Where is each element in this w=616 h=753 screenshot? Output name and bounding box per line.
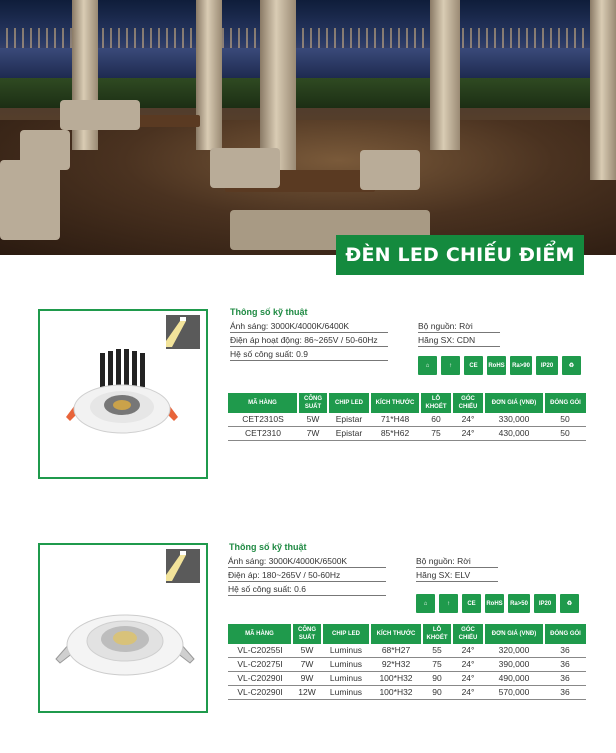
cell: Epistar — [328, 413, 370, 427]
beam-light-icon — [166, 549, 200, 583]
col-header: ĐƠN GIÁ (VNĐ) — [484, 393, 544, 413]
spec-driver: Bộ nguồn: Rời — [416, 556, 498, 568]
col-header: KÍCH THƯỚC — [370, 393, 420, 413]
cell: 85*H62 — [370, 427, 420, 441]
spec-driver: Bộ nguồn: Rời — [418, 321, 500, 333]
product-2-table — [228, 624, 586, 700]
col-header: MÃ HÀNG — [228, 624, 292, 644]
col-header: LỖ KHOÉT — [422, 624, 452, 644]
cell: 24° — [452, 672, 484, 686]
cell: 12W — [292, 686, 322, 700]
ce-icon: CE — [464, 356, 483, 375]
ra-icon: Ra>50 — [508, 594, 530, 613]
ip20-icon: IP20 — [534, 594, 556, 613]
table-row — [228, 658, 586, 672]
cell: 330,000 — [484, 413, 544, 427]
spotlight-product-1 — [58, 341, 188, 461]
specs-title: Thông số kỹ thuật — [230, 307, 308, 317]
cell: 92*H32 — [370, 658, 422, 672]
ra-icon: Ra>90 — [510, 356, 532, 375]
spec-light: Ánh sáng: 3000K/4000K/6500K — [228, 556, 386, 568]
cell: 75 — [420, 427, 452, 441]
cell: 75 — [422, 658, 452, 672]
cell: 490,000 — [484, 672, 544, 686]
cell: 36 — [544, 672, 586, 686]
cell: Luminus — [322, 686, 370, 700]
cell: 68*H27 — [370, 644, 422, 658]
cell: 7W — [292, 658, 322, 672]
spec-power-factor: Hệ số công suất: 0.9 — [230, 349, 388, 361]
cell: 36 — [544, 658, 586, 672]
cell: VL-C20290I — [228, 672, 292, 686]
cell: 24° — [452, 427, 484, 441]
cell: 100*H32 — [370, 686, 422, 700]
recycle-icon: ♻ — [560, 594, 579, 613]
cell: 430,000 — [484, 427, 544, 441]
indoor-house-icon: ⌂ — [416, 594, 435, 613]
rohs-icon: RoHS — [487, 356, 506, 375]
cell: VL-C20290I — [228, 686, 292, 700]
spec-power-factor: Hệ số công suất: 0.6 — [228, 584, 386, 596]
table-row — [228, 427, 586, 441]
col-header: GÓC CHIẾU — [452, 624, 484, 644]
col-header: ĐÓNG GÓI — [544, 624, 586, 644]
cell: 100*H32 — [370, 672, 422, 686]
spotlight-product-2 — [50, 585, 200, 695]
product-image-frame — [38, 309, 208, 479]
cell: Luminus — [322, 658, 370, 672]
cell: 90 — [422, 672, 452, 686]
table-row — [228, 413, 586, 427]
spec-voltage: Điện áp: 180~265V / 50-60Hz — [228, 570, 386, 582]
cell: Luminus — [322, 644, 370, 658]
cell: 71*H48 — [370, 413, 420, 427]
col-header: CÔNG SUẤT — [292, 624, 322, 644]
indoor-house-icon: ⌂ — [418, 356, 437, 375]
cell: 55 — [422, 644, 452, 658]
certification-icons — [416, 594, 579, 613]
cell: Epistar — [328, 427, 370, 441]
cell: 7W — [298, 427, 328, 441]
specs-title: Thông số kỹ thuật — [229, 542, 307, 552]
col-header: GÓC CHIẾU — [452, 393, 484, 413]
recycle-icon: ♻ — [562, 356, 581, 375]
cell: 24° — [452, 686, 484, 700]
col-header: KÍCH THƯỚC — [370, 624, 422, 644]
cell: 9W — [292, 672, 322, 686]
page-title: ĐÈN LED CHIẾU ĐIỂM — [336, 235, 584, 275]
cell: 90 — [422, 686, 452, 700]
table-row — [228, 672, 586, 686]
table-row — [228, 644, 586, 658]
spec-voltage: Điện áp hoạt động: 86~265V / 50-60Hz — [230, 335, 388, 347]
cell: 570,000 — [484, 686, 544, 700]
spec-light: Ánh sáng: 3000K/4000K/6400K — [230, 321, 388, 333]
col-header: CHIP LED — [322, 624, 370, 644]
cell: 5W — [298, 413, 328, 427]
cell: 60 — [420, 413, 452, 427]
cell: CET2310 — [228, 427, 298, 441]
rohs-icon: RoHS — [485, 594, 504, 613]
ip20-icon: IP20 — [536, 356, 558, 375]
up-arrow-icon: ↑ — [439, 594, 458, 613]
cell: 36 — [544, 686, 586, 700]
col-header: LỖ KHOÉT — [420, 393, 452, 413]
col-header: CÔNG SUẤT — [298, 393, 328, 413]
table-row — [228, 686, 586, 700]
cell: 24° — [452, 658, 484, 672]
cell: 50 — [544, 427, 586, 441]
hero-restaurant-photo — [0, 0, 616, 255]
col-header: ĐƠN GIÁ (VNĐ) — [484, 624, 544, 644]
cell: 320,000 — [484, 644, 544, 658]
col-header: CHIP LED — [328, 393, 370, 413]
ce-icon: CE — [462, 594, 481, 613]
certification-icons — [418, 356, 581, 375]
col-header: MÃ HÀNG — [228, 393, 298, 413]
cell: CET2310S — [228, 413, 298, 427]
cell: 24° — [452, 644, 484, 658]
cell: 50 — [544, 413, 586, 427]
cell: Luminus — [322, 672, 370, 686]
cell: VL-C20275I — [228, 658, 292, 672]
col-header: ĐÓNG GÓI — [544, 393, 586, 413]
up-arrow-icon: ↑ — [441, 356, 460, 375]
cell: 390,000 — [484, 658, 544, 672]
cell: 24° — [452, 413, 484, 427]
cell: 36 — [544, 644, 586, 658]
product-1-table — [228, 393, 586, 441]
product-image-frame — [38, 543, 208, 713]
spec-manufacturer: Hãng SX: ELV — [416, 570, 498, 582]
spec-manufacturer: Hãng SX: CDN — [418, 335, 500, 347]
cell: 5W — [292, 644, 322, 658]
cell: VL-C20255I — [228, 644, 292, 658]
